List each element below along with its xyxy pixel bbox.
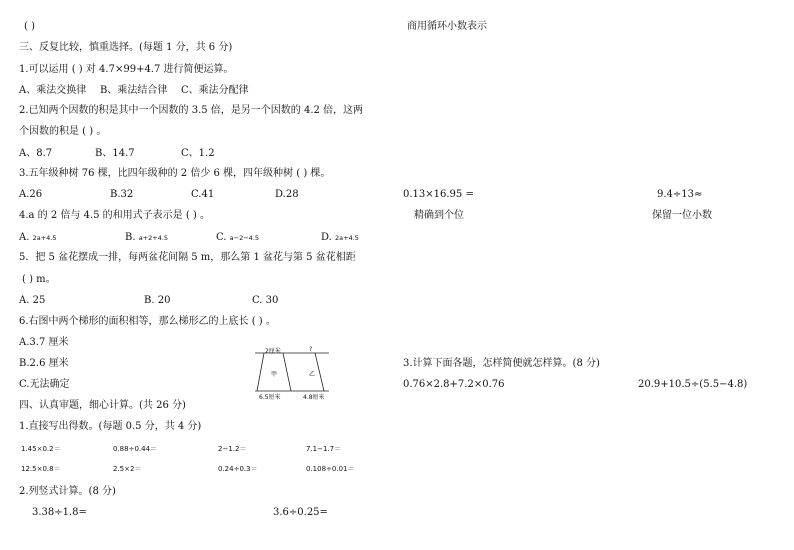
q4-option-b-letter: B. bbox=[125, 232, 136, 243]
q3-option-d: D.28 bbox=[275, 189, 299, 200]
figure-label-bottom-right: 4.8厘米 bbox=[303, 394, 325, 401]
q3-option-c: C.41 bbox=[191, 189, 215, 200]
mental-calc-4: 7.1−1.7＝ bbox=[306, 445, 342, 453]
trapezoid-figure bbox=[253, 344, 333, 403]
mental-calc-5: 12.5×0.8＝ bbox=[21, 465, 61, 473]
right-header: 商用循环小数表示 bbox=[407, 21, 487, 32]
vertical-calc-2: 3.6÷0.25= bbox=[273, 507, 328, 518]
q1-option-a: A、乘法交换律 bbox=[19, 85, 87, 96]
q6-option-b: B.2.6 厘米 bbox=[19, 358, 69, 369]
part-1-title: 1.直接写出得数。(每题 0.5 分，共 4 分) bbox=[19, 421, 202, 432]
q4-option-b-expr: a+2+4.5 bbox=[138, 234, 169, 242]
q4-option-d bbox=[321, 233, 359, 243]
q4-stem: 4.a 的 2 倍与 4.5 的和用式子表示是 ( ) 。 bbox=[19, 210, 211, 221]
q5-option-a: A. 25 bbox=[19, 295, 46, 306]
q4-option-b bbox=[125, 233, 168, 243]
mental-calc-8: 0.108÷0.01＝ bbox=[306, 465, 355, 473]
simplify-calc-1: 0.76×2.8+7.2×0.76 bbox=[403, 379, 505, 390]
mental-calc-6: 2.5×2＝ bbox=[113, 465, 142, 473]
q2-option-c: C、1.2 bbox=[181, 148, 215, 159]
q4-option-c-letter: C. bbox=[216, 232, 227, 243]
q4-option-c-expr: a−2−4.5 bbox=[229, 234, 260, 242]
q4-option-a bbox=[19, 233, 57, 243]
q3-stem: 3.五年级种树 76 棵，比四年级种的 2 倍少 6 棵，四年级种树 ( ) 棵。 bbox=[19, 168, 331, 179]
q4-option-d-letter: D. bbox=[321, 232, 332, 243]
q6-option-a: A.3.7 厘米 bbox=[19, 337, 69, 348]
q6-stem: 6.右图中两个梯形的面积相等，那么梯形乙的上底长 ( ) 。 bbox=[19, 316, 276, 327]
q2-stem-line2: 个因数的积是 ( ) 。 bbox=[19, 126, 107, 137]
mental-calc-7: 0.24÷0.3＝ bbox=[218, 465, 258, 473]
answer-bracket: ( ) bbox=[24, 21, 35, 32]
q5-stem-line1: 5．把 5 盆花摆成一排，每两盆花间隔 5 m，那么第 1 盆花与第 5 盆花相距 bbox=[19, 252, 356, 263]
trapezoid-a-left-leg bbox=[257, 353, 264, 391]
figure-label-bottom-left: 6.5厘米 bbox=[259, 394, 281, 401]
q5-stem-line2: ( ) m。 bbox=[22, 274, 56, 285]
q2-stem-line1: 2.已知两个因数的积是其中一个因数的 3.5 倍，是另一个因数的 4.2 倍，这两 bbox=[19, 105, 364, 116]
simplify-calc-2: 20.9+10.5÷(5.5−4.8) bbox=[638, 379, 748, 390]
q3-option-b: B.32 bbox=[110, 189, 134, 200]
q5-option-b: B. 20 bbox=[144, 295, 171, 306]
vertical-calc-1: 3.38÷1.8= bbox=[32, 507, 87, 518]
part-3-title: 3.计算下面各题，怎样简便就怎样算。(8 分) bbox=[403, 358, 600, 369]
trapezoid-b-right-leg bbox=[315, 353, 324, 391]
mental-calc-3: 2−1.2＝ bbox=[218, 445, 247, 453]
calc-1-expression: 0.13×16.95 = bbox=[403, 189, 474, 200]
calc-1-note: 精确到个位 bbox=[414, 210, 464, 221]
figure-label-shape-b: 乙 bbox=[309, 371, 316, 378]
shared-leg bbox=[283, 353, 291, 391]
section-3-title: 三、反复比较，慎重选择。(每题 1 分，共 6 分) bbox=[19, 42, 233, 53]
part-2-title: 2.列竖式计算。(8 分) bbox=[19, 486, 116, 497]
q4-option-a-expr: 2a+4.5 bbox=[32, 234, 57, 242]
section-4-title: 四、认真审题，细心计算。(共 26 分) bbox=[19, 400, 186, 411]
mental-calc-2: 0.88÷0.44＝ bbox=[113, 445, 158, 453]
q4-option-a-letter: A. bbox=[19, 232, 30, 243]
calc-2-expression: 9.4÷13≈ bbox=[657, 189, 703, 200]
q4-option-d-expr: 2a+4.5 bbox=[335, 234, 359, 242]
q2-option-a: A、8.7 bbox=[19, 148, 53, 159]
q3-option-a: A.26 bbox=[19, 189, 43, 200]
figure-label-shape-a: 甲 bbox=[271, 371, 278, 378]
q1-option-b: B、乘法结合律 bbox=[100, 85, 168, 96]
q4-option-c bbox=[216, 233, 259, 243]
q1-option-c: C、乘法分配律 bbox=[181, 85, 249, 96]
figure-label-top-right: ? bbox=[309, 346, 313, 353]
q2-option-b: B、14.7 bbox=[95, 148, 135, 159]
figure-label-top-left: 2厘米 bbox=[265, 348, 281, 355]
mental-calc-1: 1.45×0.2＝ bbox=[21, 445, 61, 453]
q1-stem: 1.可以运用 ( ) 对 4.7×99+4.7 进行简便运算。 bbox=[19, 64, 234, 75]
calc-2-note: 保留一位小数 bbox=[652, 210, 712, 221]
q6-option-c: C.无法确定 bbox=[19, 379, 70, 390]
q5-option-c: C. 30 bbox=[252, 295, 279, 306]
